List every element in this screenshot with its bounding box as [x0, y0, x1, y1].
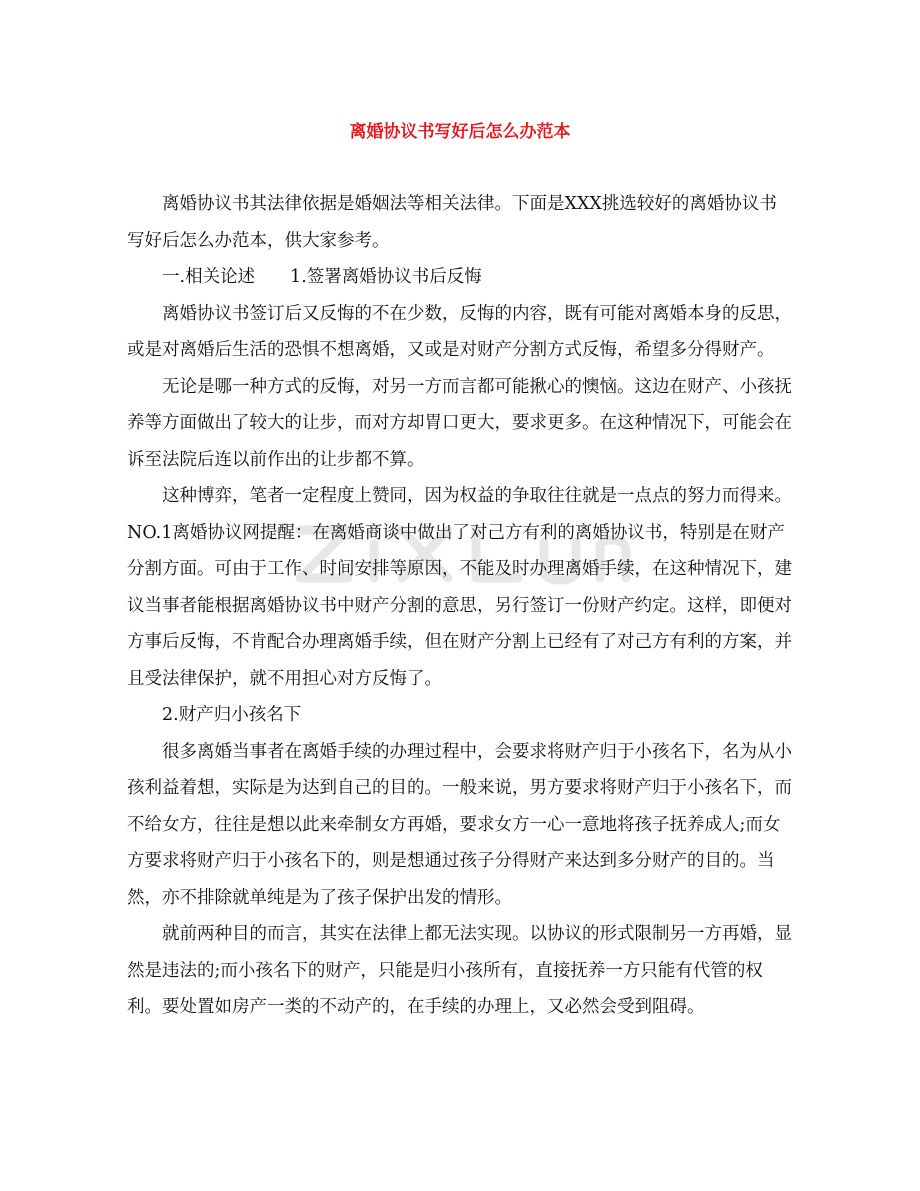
document-body: [127, 186, 792, 1026]
paragraph-intro: 离婚协议书其法律依据是婚姻法等相关法律。下面是XXX挑选较好的离婚协议书写好后怎么办范本，供大家参考。: [127, 194, 777, 251]
document-title: 离婚协议书写好后怎么办范本: [349, 122, 571, 142]
paragraph-advice: 这种博弈，笔者一定程度上赞同，因为权益的争取往往就是一点点的努力而得来。NO.1离婚协议网提醒：在离婚商谈中做出了对己方有利的离婚协议书，特别是在财产分割方面。可由于工作、时间安排等原因，不能及时办理离婚手续，在这种情况下，建议当事者能根据离婚协议书中财产分割的意思，另行签订一份财产约定。这样，即便对方事后反悔，不肯配合办理离婚手续，但在财产分割上已经有了对己方有利的方案，并且受法律保护，就不用担心对方反悔了。: [127, 486, 792, 689]
section-heading-2: 2.财产归小孩名下: [162, 705, 302, 725]
paragraph-regret: 离婚协议书签订后又反悔的不在少数，反悔的内容，既有可能对离婚本身的反思，或是对离婚后生活的恐惧不想离婚，又或是对财产分割方式反悔，希望多分得财产。: [127, 303, 792, 360]
section-heading-1: 一.相关论述 1.签署离婚协议书后反悔: [162, 267, 482, 287]
paragraph-concession: 无论是哪一种方式的反悔，对另一方而言都可能揪心的懊恼。这边在财产、小孩抚养等方面做出了较大的让步，而对方却胃口更大，要求更多。在这种情况下，可能会在诉至法院后连以前作出的让步都不算。: [127, 376, 792, 470]
paragraph-legal-view: 就前两种目的而言，其实在法律上都无法实现。以协议的形式限制另一方再婚，显然是违法的;而小孩名下的财产，只能是归小孩所有，直接抚养一方只能有代管的权利。要处置如房产一类的不动产的，在手续的办理上，又必然会受到阻碍。: [127, 924, 792, 1017]
paragraph-child-property: 很多离婚当事者在离婚手续的办理过程中，会要求将财产归于小孩名下，名为从小孩利益着想，实际是为达到自己的目的。一般来说，男方要求将财产归于小孩名下，而不给女方，往往是想以此来牵制女方再婚，要求女方一心一意地将孩子抚养成人;而女方要求将财产归于小孩名下的，则是想通过孩子分得财产来达到多分财产的目的。当然，亦不排除就单纯是为了孩子保护出发的情形。: [127, 741, 792, 908]
